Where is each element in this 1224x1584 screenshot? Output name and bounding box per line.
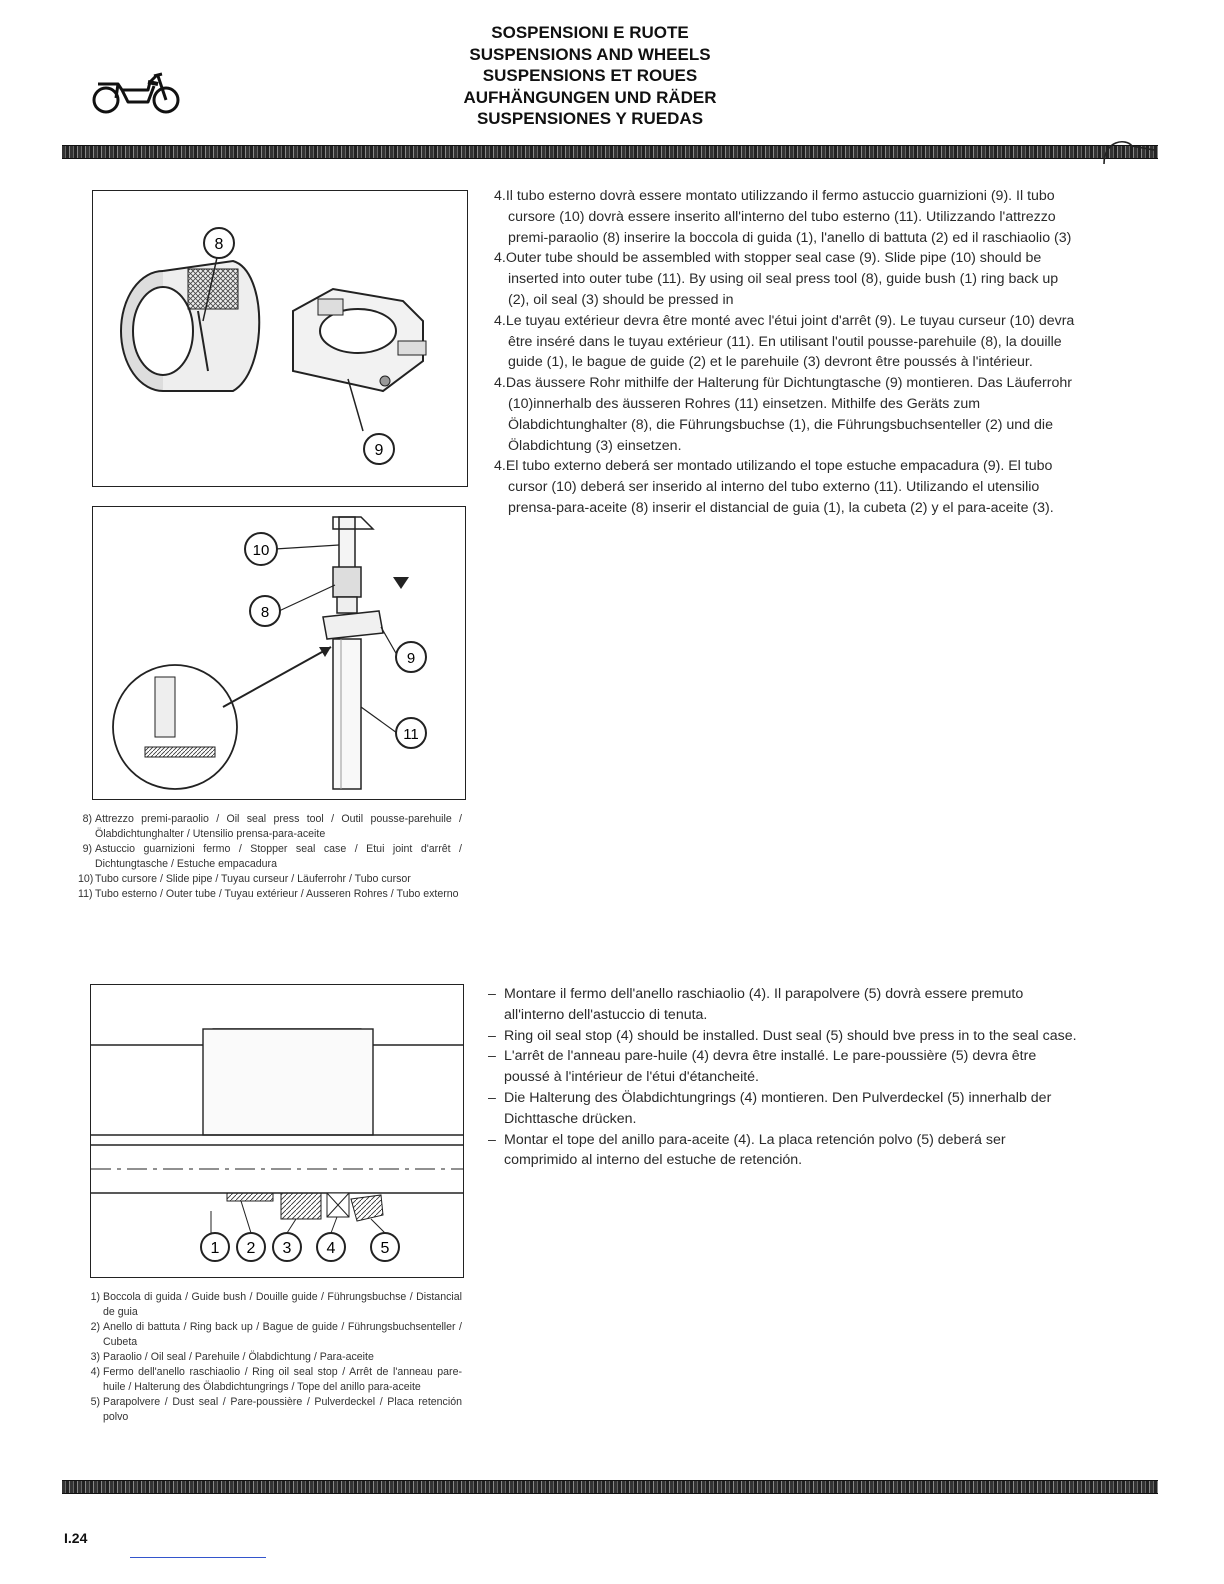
svg-text:9: 9 bbox=[406, 650, 416, 667]
svg-text:10: 10 bbox=[252, 542, 270, 559]
section2-item-es: – Montar el tope del anillo para-aceite (4). La placa retención polvo (5) deberá ser comprimido al interno del estuche de retención. bbox=[488, 1131, 1006, 1169]
header-title-de: AUFHÄNGUNGEN UND RÄDER bbox=[463, 87, 717, 107]
footer-underline bbox=[130, 1557, 266, 1558]
caption1-item: 10) Tubo cursore / Slide pipe / Tuyau curseur / Läuferrohr / Tubo cursor bbox=[78, 873, 411, 885]
callout-3 bbox=[273, 1233, 301, 1261]
page-number: I.24 bbox=[64, 1530, 88, 1546]
section1-instructions bbox=[494, 186, 1082, 519]
callout-5 bbox=[371, 1233, 399, 1261]
caption2-item: 5) Parapolvere / Dust seal / Pare-poussière / Pulverdeckel / Placa retención polvo bbox=[90, 1396, 462, 1423]
callout-9b bbox=[396, 642, 426, 672]
svg-text:3: 3 bbox=[282, 1240, 292, 1257]
caption2-item: 3) Paraolio / Oil seal / Parehuile / Ölabdichtung / Para-aceite bbox=[90, 1351, 374, 1363]
section1-paragraph-en: 4.Outer tube should be assembled with stopper seal case (9). Slide pipe (10) should be inserted into outer tube (11). By using oil seal press tool (8), guide bush (1) ring back up (2), oil seal (3) should be pressed in bbox=[494, 250, 1059, 308]
callout-9 bbox=[364, 434, 394, 464]
svg-text:4: 4 bbox=[326, 1240, 336, 1257]
section2-item-fr: – L'arrêt de l'anneau pare-huile (4) devra être installé. Le pare-poussière (5) devra être poussé à l'intérieur de l'étui d'étancheité. bbox=[488, 1048, 1037, 1086]
caption1-item: 11) Tubo esterno / Outer tube / Tuyau extérieur / Ausseren Rohres / Tubo externo bbox=[78, 888, 459, 900]
caption2-item: 4) Fermo dell'anello raschiaolio / Ring oil seal stop / Arrêt de l'anneau pare-huile / Halterung des Ölabdichtungrings / Tope del anillo para-aceite bbox=[90, 1366, 462, 1393]
caption2-item: 2) Anello di battuta / Ring back up / Bague de guide / Führungsbuchsenteller / Cubeta bbox=[90, 1321, 462, 1348]
svg-text:2: 2 bbox=[246, 1240, 256, 1257]
caption1-item: 8) Attrezzo premi-paraolio / Oil seal press tool / Outil pousse-parehuile / Ölabdichtunghalter / Utensilio prensa-para-aceite bbox=[82, 813, 462, 840]
figure-fork-assembly bbox=[92, 506, 466, 800]
svg-text:8: 8 bbox=[214, 236, 224, 253]
page-header-titles bbox=[380, 22, 800, 130]
callout-8 bbox=[204, 228, 234, 258]
header-title-it: SOSPENSIONI E RUOTE bbox=[491, 23, 689, 42]
figure-seal-cross-section bbox=[90, 984, 464, 1278]
figure-caption-2 bbox=[86, 1290, 462, 1425]
section1-paragraph-it: 4.Il tubo esterno dovrà essere montato utilizzando il fermo astuccio guarnizioni (9). Il tubo cursore (10) dovrà essere inserito all'interno del tubo esterno (11). Utilizzando l'attrezzo premi-paraolio (8) inserire la boccola di guida (1), l'anello di battuta (2) ed il raschiaolio (3) bbox=[494, 188, 1072, 246]
callout-10 bbox=[245, 533, 277, 565]
section1-paragraph-fr: 4.Le tuyau extérieur devra être monté avec l'étui joint d'arrêt (9). Le tuyau curseur (10) devra être inséré dans le tuyau extérieur (11). En utilisant l'outil pousse-parehuile (8), la douille guide (1), le bague de guide (2) et le parehuile (3) devront être poussés à l'intérieur. bbox=[494, 312, 1075, 371]
svg-text:8: 8 bbox=[260, 604, 270, 621]
section2-item-de: – Die Halterung des Ölabdichtungrings (4) montieren. Den Pulverdeckel (5) innerhalb der Dichttasche drücken. bbox=[488, 1089, 1052, 1127]
svg-text:9: 9 bbox=[374, 442, 384, 459]
svg-text:1: 1 bbox=[210, 1240, 220, 1257]
motorcycle-wheel-icon bbox=[88, 62, 184, 118]
caption1-item: 9) Astuccio guarnizioni fermo / Stopper seal case / Etui joint d'arrêt / Dichtungtasche / Estuche empacadura bbox=[82, 843, 462, 870]
section2-instructions bbox=[488, 984, 1082, 1171]
header-title-en: SUSPENSIONS AND WHEELS bbox=[469, 44, 711, 64]
section1-paragraph-de: 4.Das äussere Rohr mithilfe der Halterung für Dichtungtasche (9) montieren. Das Läuferrohr (10)innerhalb des äusseren Rohres (11) einsetzen. Mithilfe des Geräts zum Ölabdichtunghalter (8), die Führungsbuchse (1), die Führungsbuchsenteller (2) und die Ölabdichtung (3) einsetzen. bbox=[494, 375, 1073, 454]
svg-text:11: 11 bbox=[403, 726, 419, 743]
header-title-fr: SUSPENSIONS ET ROUES bbox=[482, 66, 698, 85]
callout-4 bbox=[317, 1233, 345, 1261]
caption2-item: 1) Boccola di guida / Guide bush / Douille guide / Führungsbuchse / Distancial de guia bbox=[90, 1291, 462, 1318]
section2-item-en: – Ring oil seal stop (4) should be installed. Dust seal (5) should bve press in to the seal case. bbox=[488, 1027, 1077, 1044]
callout-8b bbox=[250, 596, 280, 626]
top-divider-rule bbox=[62, 145, 1158, 159]
bottom-divider-rule bbox=[62, 1480, 1158, 1494]
rule-end-mark bbox=[1096, 136, 1156, 166]
figure-seal-tools bbox=[92, 190, 468, 487]
svg-text:5: 5 bbox=[380, 1240, 390, 1257]
callout-2 bbox=[237, 1233, 265, 1261]
header-title-es: SUSPENSIONES Y RUEDAS bbox=[476, 109, 704, 128]
figure-caption-1 bbox=[78, 812, 462, 902]
section2-item-it: – Montare il fermo dell'anello raschiaolio (4). Il parapolvere (5) dovrà essere premuto all'interno dell'astuccio di tenuta. bbox=[488, 986, 1024, 1023]
callout-1 bbox=[201, 1233, 229, 1261]
callout-11 bbox=[396, 718, 426, 748]
section1-paragraph-es: 4.El tubo externo deberá ser montado utilizando el tope estuche empacadura (9). El tubo cursor (10) deberá ser inserido al interno del tubo externo (11). Utilizando el utensilio prensa-para-aceite (8) inserir el distancial de guia (1), la cubeta (2) y el para-aceite (3). bbox=[494, 458, 1054, 516]
